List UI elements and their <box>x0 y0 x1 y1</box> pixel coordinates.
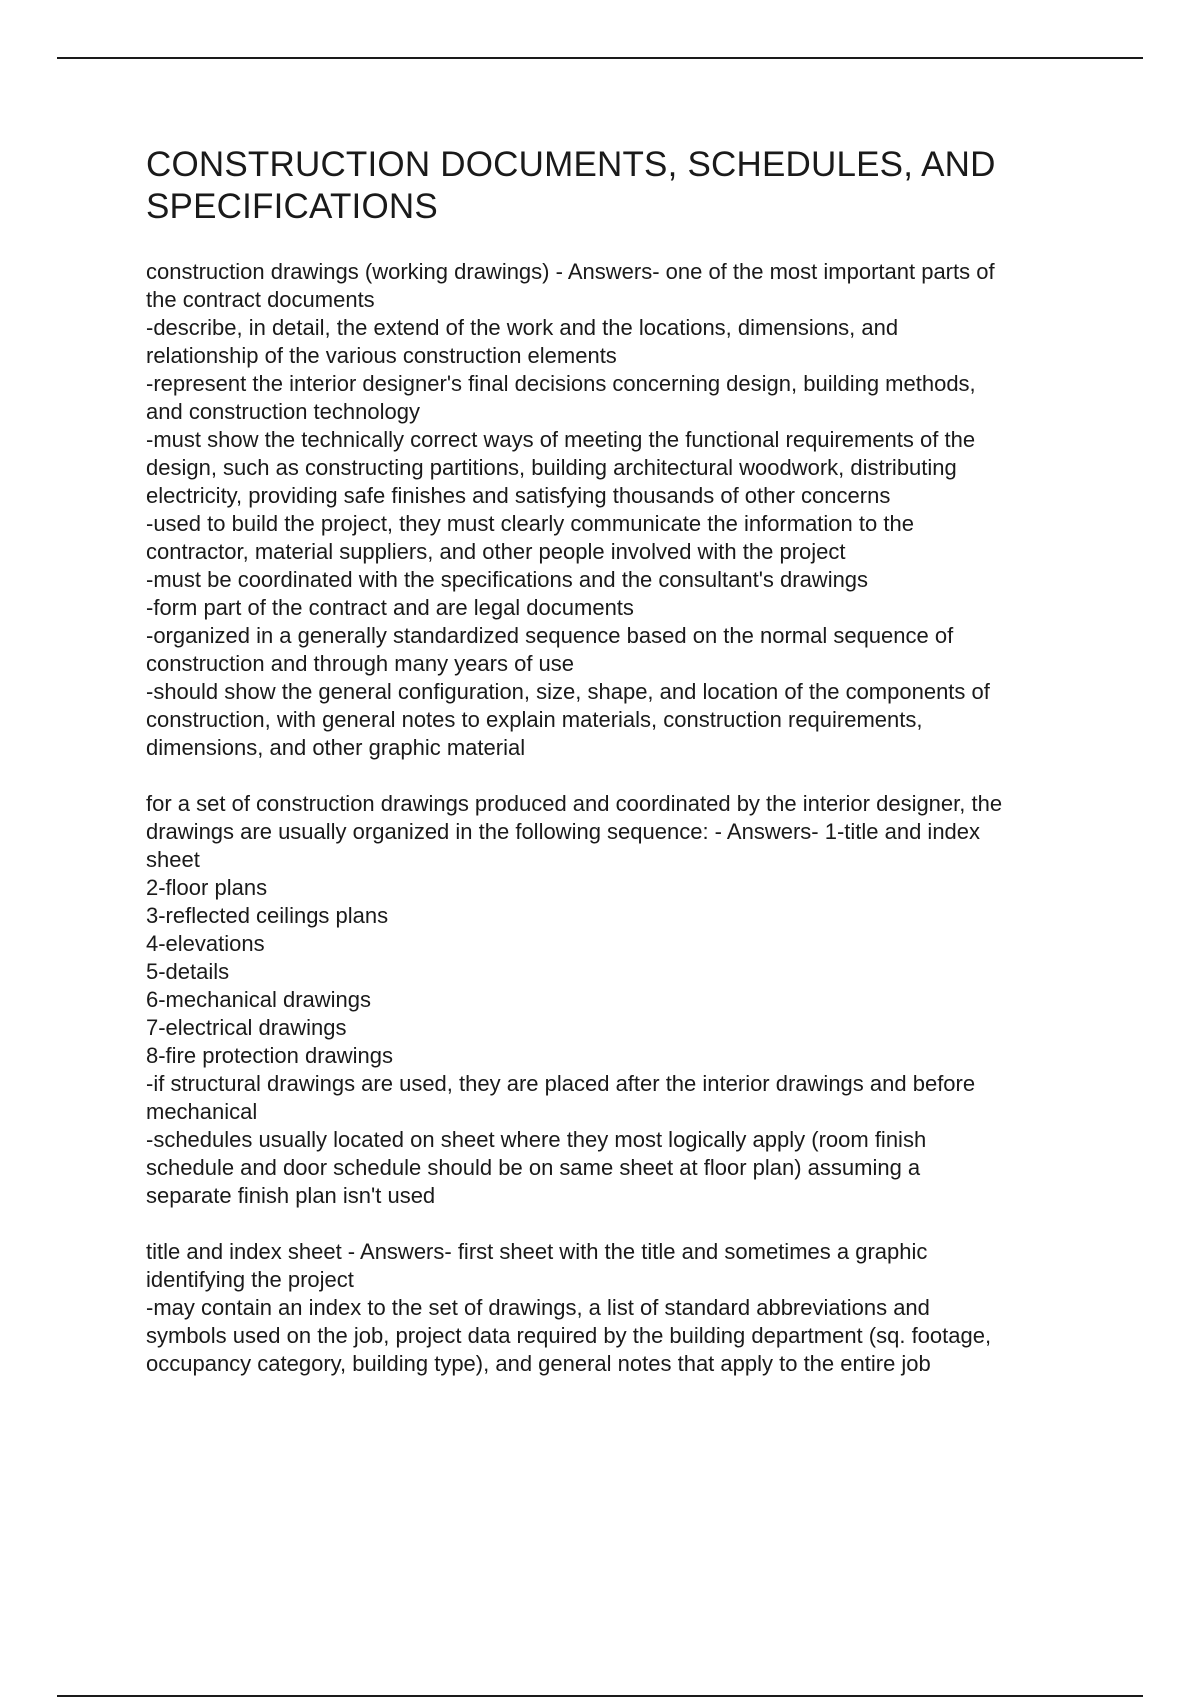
entries-list <box>146 258 1096 1378</box>
entry-text-line: 4-elevations <box>146 931 265 956</box>
entry-text-line: -organized in a generally standardized sequence based on the normal sequence of <box>146 623 954 648</box>
entry-text-line: -if structural drawings are used, they are placed after the interior drawings and before <box>146 1071 976 1096</box>
title-line: SPECIFICATIONS <box>146 187 438 226</box>
entry-text-line: 2-floor plans <box>146 875 268 900</box>
entry-text-line: -describe, in detail, the extend of the work and the locations, dimensions, and <box>146 315 899 340</box>
entry-text-line: 6-mechanical drawings <box>146 987 371 1012</box>
entry-text-line: the contract documents <box>146 287 375 312</box>
title-line: CONSTRUCTION DOCUMENTS, SCHEDULES, AND <box>146 145 996 184</box>
entry-text-line: 8-fire protection drawings <box>146 1043 394 1068</box>
top-rule <box>57 57 1143 59</box>
page-title <box>146 144 1096 228</box>
entry-text-line: construction and through many years of use <box>146 651 575 676</box>
entry-drawing-sequence <box>146 790 1096 1210</box>
entry-text-line: drawings are usually organized in the following sequence: - Answers- 1-title and index <box>146 819 981 844</box>
entry-text-line: -should show the general configuration, size, shape, and location of the components of <box>146 679 990 704</box>
document-body <box>146 144 1096 1406</box>
entry-text-line: symbols used on the job, project data required by the building department (sq. footage, <box>146 1323 992 1348</box>
entry-text-line: -must show the technically correct ways of meeting the functional requirements of the <box>146 427 976 452</box>
entry-text-line: electricity, providing safe finishes and satisfying thousands of other concerns <box>146 483 891 508</box>
entry-text-line: construction, with general notes to explain materials, construction requirements, <box>146 707 923 732</box>
entry-text-line: -used to build the project, they must clearly communicate the information to the <box>146 511 914 536</box>
entry-text-line: -represent the interior designer's final decisions concerning design, building methods, <box>146 371 976 396</box>
entry-text-line: construction drawings (working drawings) - Answers- one of the most important parts of <box>146 259 995 284</box>
entry-construction-drawings <box>146 258 1096 762</box>
entry-text-line: dimensions, and other graphic material <box>146 735 526 760</box>
entry-text-line: -may contain an index to the set of drawings, a list of standard abbreviations and <box>146 1295 930 1320</box>
entry-text-line: separate finish plan isn't used <box>146 1183 436 1208</box>
entry-title-and-index-sheet <box>146 1238 1096 1378</box>
entry-text-line: sheet <box>146 847 200 872</box>
entry-text-line: mechanical <box>146 1099 258 1124</box>
entry-text-line: design, such as constructing partitions, building architectural woodwork, distributing <box>146 455 957 480</box>
entry-text-line: -form part of the contract and are legal documents <box>146 595 634 620</box>
entry-text-line: title and index sheet - Answers- first sheet with the title and sometimes a graphic <box>146 1239 928 1264</box>
entry-text-line: -schedules usually located on sheet where they most logically apply (room finish <box>146 1127 927 1152</box>
entry-text-line: 3-reflected ceilings plans <box>146 903 389 928</box>
entry-text-line: occupancy category, building type), and general notes that apply to the entire job <box>146 1351 931 1376</box>
bottom-rule <box>57 1695 1143 1697</box>
entry-text-line: contractor, material suppliers, and other people involved with the project <box>146 539 846 564</box>
entry-text-line: schedule and door schedule should be on same sheet at floor plan) assuming a <box>146 1155 921 1180</box>
entry-text-line: 5-details <box>146 959 230 984</box>
entry-text-line: identifying the project <box>146 1267 354 1292</box>
entry-text-line: for a set of construction drawings produced and coordinated by the interior designer, the <box>146 791 1003 816</box>
entry-text-line: 7-electrical drawings <box>146 1015 347 1040</box>
entry-text-line: relationship of the various construction elements <box>146 343 617 368</box>
entry-text-line: and construction technology <box>146 399 420 424</box>
entry-text-line: -must be coordinated with the specifications and the consultant's drawings <box>146 567 869 592</box>
